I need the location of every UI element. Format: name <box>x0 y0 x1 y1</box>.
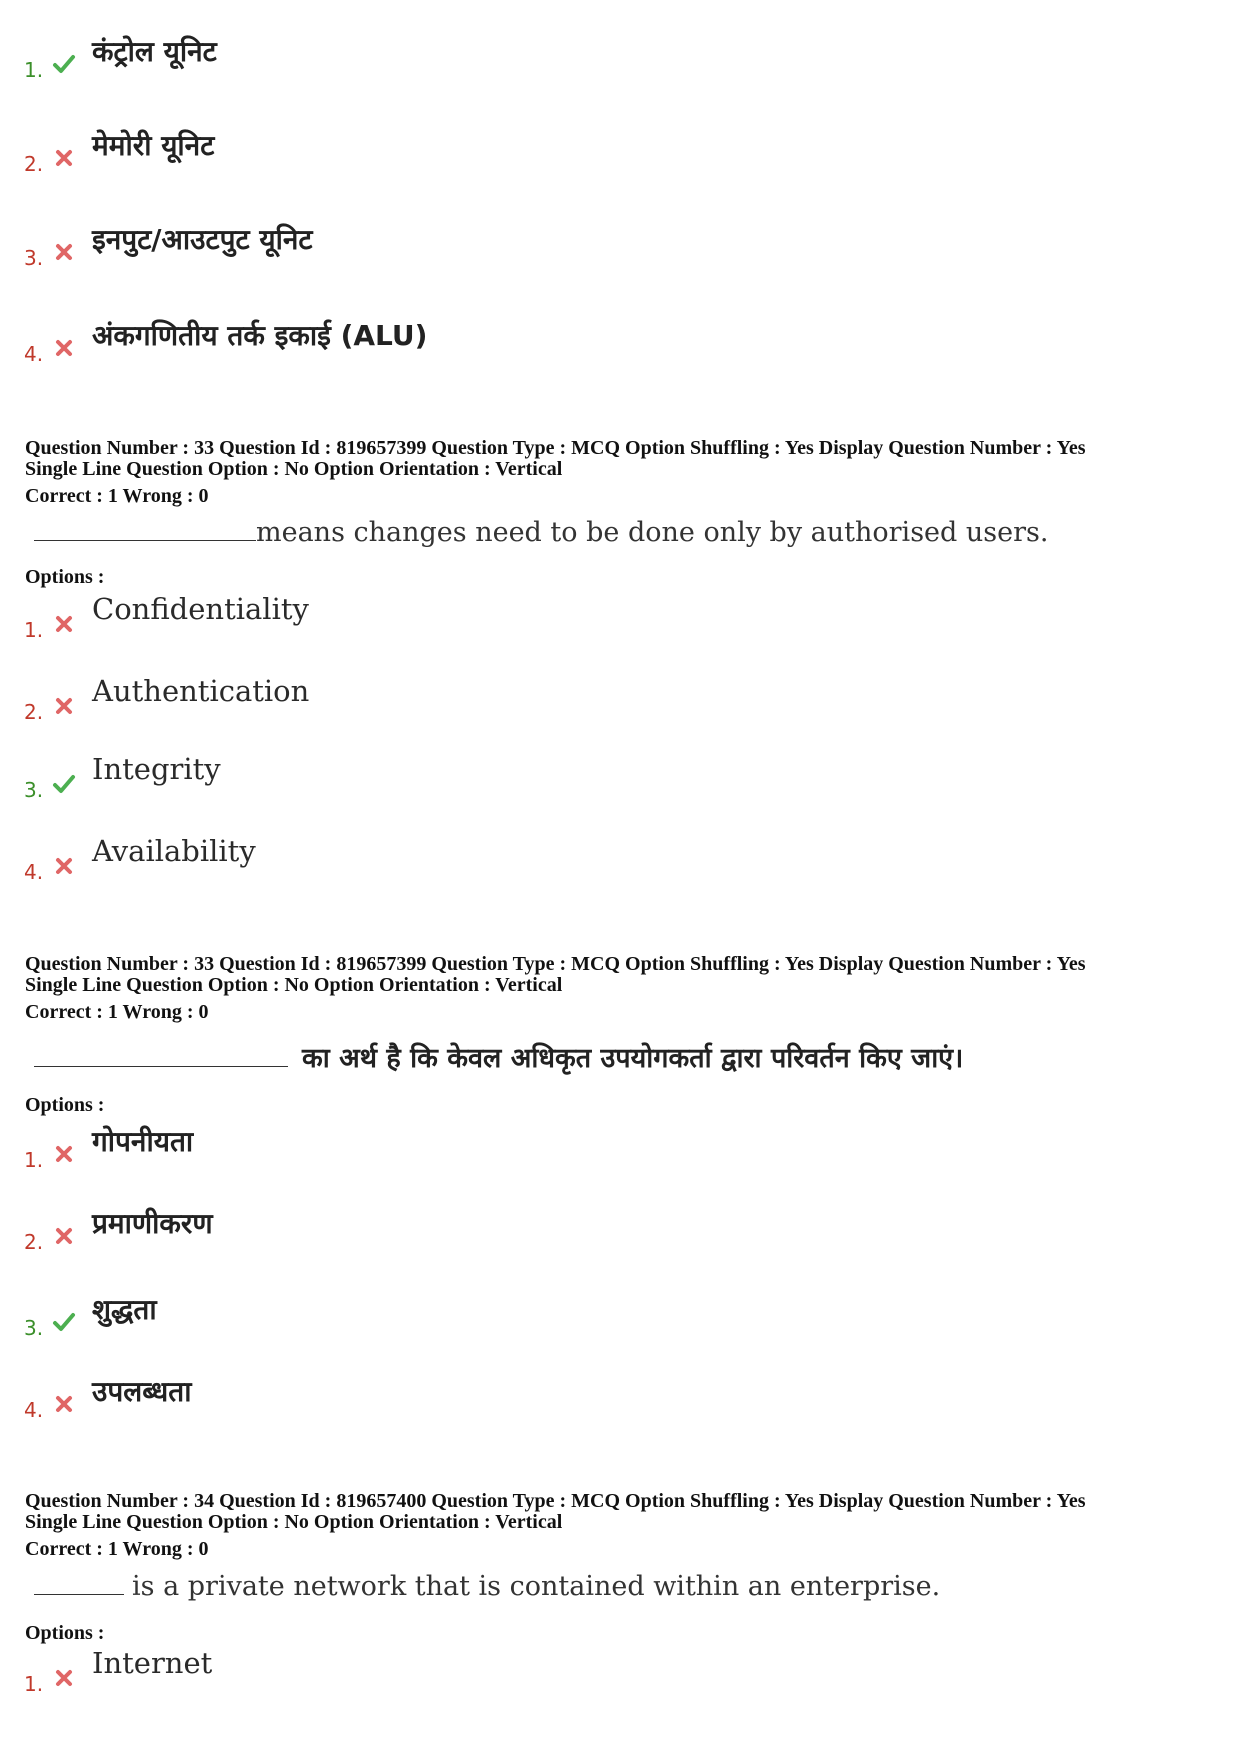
answer-blank <box>34 1042 288 1067</box>
option-text: अंकगणितीय तर्क इकाई (ALU) <box>92 319 428 352</box>
option-row <box>0 752 1240 812</box>
option-text: Availability <box>92 834 256 868</box>
question-meta <box>25 438 1215 507</box>
option-number: 3. <box>24 246 44 270</box>
option-number: 2. <box>24 152 44 176</box>
option-row <box>0 834 1240 894</box>
option-number: 3. <box>24 778 44 802</box>
option-text: शुद्धता <box>92 1293 157 1326</box>
option-number: 1. <box>24 58 44 82</box>
option-row <box>0 32 1240 92</box>
question-info-line: Question Number : 33 Question Id : 819657399 Question Type : MCQ Option Shuffling : Yes Display Question Number : Yes <box>25 953 1086 975</box>
question-info-line: Question Number : 33 Question Id : 819657399 Question Type : MCQ Option Shuffling : Yes Display Question Number : Yes <box>25 437 1086 459</box>
option-text: Authentication <box>92 674 310 708</box>
question-text: means changes need to be done only by authorised users. <box>256 517 1049 548</box>
option-row <box>0 1372 1240 1432</box>
question-stem <box>34 1570 940 1602</box>
option-row <box>0 1204 1240 1264</box>
score-line: Correct : 1 Wrong : 0 <box>25 1001 209 1023</box>
cross-icon <box>52 854 76 878</box>
option-row <box>0 1122 1240 1182</box>
check-icon <box>52 772 76 796</box>
option-number: 4. <box>24 342 44 366</box>
cross-icon <box>52 1142 76 1166</box>
question-text: का अर्थ है कि केवल अधिकृत उपयोगकर्ता द्वारा परिवर्तन किए जाएं। <box>302 1043 964 1074</box>
check-icon <box>52 52 76 76</box>
question-options-line: Single Line Question Option : No Option Orientation : Vertical <box>25 974 563 996</box>
option-text: Confidentiality <box>92 592 309 626</box>
cross-icon <box>52 1392 76 1416</box>
question-stem <box>34 1038 963 1075</box>
cross-icon <box>52 612 76 636</box>
cross-icon <box>52 1224 76 1248</box>
option-row <box>0 674 1240 734</box>
answer-blank <box>34 1570 124 1595</box>
question-info-line: Question Number : 34 Question Id : 819657400 Question Type : MCQ Option Shuffling : Yes Display Question Number : Yes <box>25 1490 1086 1512</box>
option-row <box>0 1290 1240 1350</box>
cross-icon <box>52 336 76 360</box>
option-number: 1. <box>24 1148 44 1172</box>
option-text: मेमोरी यूनिट <box>92 129 215 162</box>
option-text: Internet <box>92 1646 213 1680</box>
option-row <box>0 126 1240 186</box>
question-stem <box>34 516 1048 548</box>
score-line: Correct : 1 Wrong : 0 <box>25 1538 209 1560</box>
option-number: 2. <box>24 1230 44 1254</box>
cross-icon <box>52 1666 76 1690</box>
option-number: 1. <box>24 618 44 642</box>
options-label: Options : <box>25 566 105 588</box>
option-row <box>0 1646 1240 1706</box>
score-line: Correct : 1 Wrong : 0 <box>25 485 209 507</box>
options-label: Options : <box>25 1622 105 1644</box>
question-options-line: Single Line Question Option : No Option Orientation : Vertical <box>25 1511 563 1533</box>
question-options-line: Single Line Question Option : No Option Orientation : Vertical <box>25 458 563 480</box>
options-label: Options : <box>25 1094 105 1116</box>
check-icon <box>52 1310 76 1334</box>
cross-icon <box>52 694 76 718</box>
option-text: कंट्रोल यूनिट <box>92 35 217 68</box>
question-meta <box>25 1491 1215 1560</box>
option-number: 4. <box>24 1398 44 1422</box>
cross-icon <box>52 146 76 170</box>
question-text: is a private network that is contained within an enterprise. <box>132 1571 941 1602</box>
option-row <box>0 592 1240 652</box>
option-text: इनपुट/आउटपुट यूनिट <box>92 223 313 256</box>
question-meta <box>25 954 1215 1023</box>
answer-blank <box>34 516 256 541</box>
option-row <box>0 220 1240 280</box>
option-number: 1. <box>24 1672 44 1696</box>
option-number: 4. <box>24 860 44 884</box>
option-text: प्रमाणीकरण <box>92 1207 213 1240</box>
option-text: गोपनीयता <box>92 1125 194 1158</box>
option-text: Integrity <box>92 752 221 786</box>
option-number: 2. <box>24 700 44 724</box>
option-text: उपलब्धता <box>92 1375 192 1408</box>
cross-icon <box>52 240 76 264</box>
option-number: 3. <box>24 1316 44 1340</box>
option-row <box>0 316 1240 376</box>
